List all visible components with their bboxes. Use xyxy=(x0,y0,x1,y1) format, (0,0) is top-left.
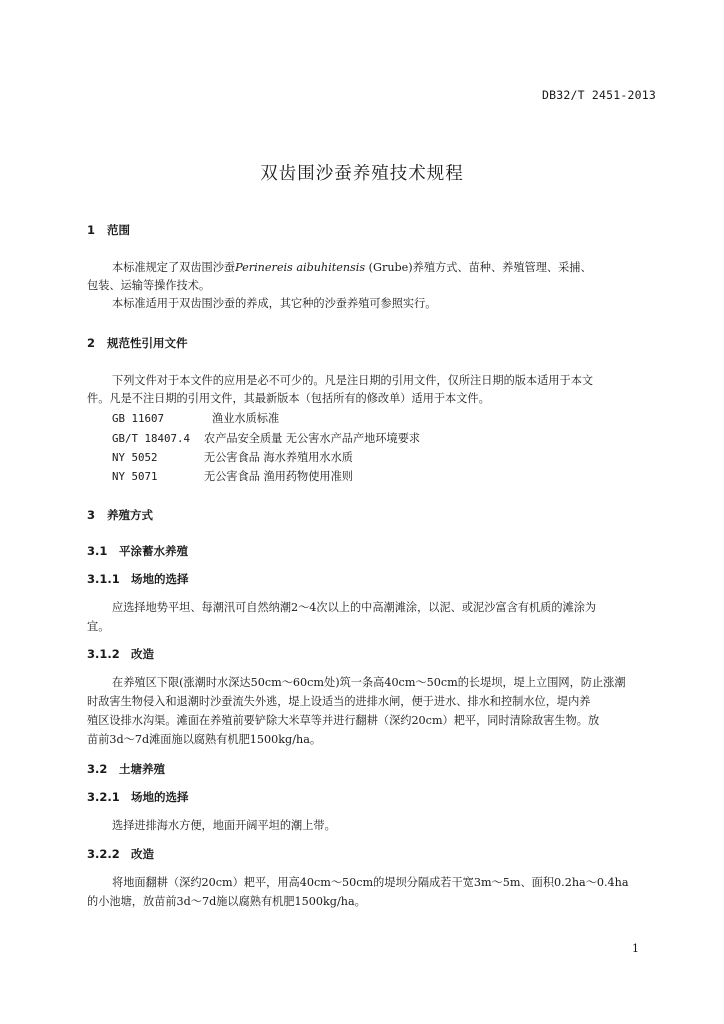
reference-code: NY 5052 xyxy=(112,451,158,464)
section-number: 3.2.2 xyxy=(87,847,120,861)
section-number: 3 xyxy=(87,508,96,522)
section-3-1-heading xyxy=(87,543,188,559)
text-run: (Grube)养殖方式、苗种、养殖管理、采捕、 xyxy=(365,261,592,274)
scope-applicability: 本标准适用于双齿围沙蚕的养成，其它种的沙蚕养殖可参照实行。 xyxy=(112,297,437,310)
document-title: 双齿围沙蚕养殖技术规程 xyxy=(260,164,464,184)
paragraph-line: 的小池塘，放苗前3d～7d施以腐熟有机肥1500kg/ha。 xyxy=(87,895,366,908)
reference-title: 渔业水质标准 xyxy=(212,412,280,425)
reference-row xyxy=(112,430,420,446)
section-title: 场地的选择 xyxy=(131,572,189,586)
section-2-heading xyxy=(87,335,188,351)
paragraph-line: 时敌害生物侵入和退潮时沙蚕流失外逃，堤上设适当的进排水闸，便于进水、排水和控制水位，堤内养 xyxy=(87,695,591,708)
section-1-heading xyxy=(87,222,130,238)
latin-name: Perinereis aibuhitensis xyxy=(235,261,366,274)
reference-row xyxy=(112,468,353,484)
document-code: DB32/T 2451-2013 xyxy=(542,88,656,102)
section-number: 1 xyxy=(87,223,96,237)
references-intro-line-2: 件。凡是不注日期的引用文件，其最新版本（包括所有的修改单）适用于本文件。 xyxy=(87,392,490,405)
reference-code: NY 5071 xyxy=(112,470,158,483)
paragraph-line: 殖区设排水沟渠。滩面在养殖前要铲除大米草等并进行翻耕（深约20cm）耙平，同时清除敌害生物。放 xyxy=(87,714,600,727)
references-intro-line-1: 下列文件对于本文件的应用是必不可少的。凡是注日期的引用文件，仅所注日期的版本适用于本文 xyxy=(112,374,594,387)
reference-code: GB/T 18407.4 xyxy=(112,432,191,445)
section-3-1-1-heading xyxy=(87,571,189,587)
section-title: 规范性引用文件 xyxy=(107,336,188,350)
section-title: 范围 xyxy=(107,223,130,237)
paragraph-line: 宜。 xyxy=(87,620,110,633)
reference-title: 无公害食品 渔用药物使用准则 xyxy=(204,470,353,483)
section-number: 3.2.1 xyxy=(87,790,120,804)
section-number: 3.1.1 xyxy=(87,572,120,586)
paragraph-line: 选择进排海水方便，地面开阔平坦的潮上带。 xyxy=(112,819,336,832)
paragraph-line: 苗前3d～7d滩面施以腐熟有机肥1500kg/ha。 xyxy=(87,733,322,746)
section-3-1-2-heading xyxy=(87,646,154,662)
page-number: 1 xyxy=(632,942,639,955)
reference-row xyxy=(112,449,353,465)
section-3-2-1-heading xyxy=(87,789,189,805)
paragraph-line: 将地面翻耕（深约20cm）耙平，用高40cm～50cm的堤坝分隔成若干宽3m～5m、面积0.2ha～0.4ha xyxy=(112,876,629,889)
section-3-heading xyxy=(87,507,153,523)
section-title: 改造 xyxy=(131,847,154,861)
text-run: 本标准规定了双齿围沙蚕 xyxy=(112,261,236,274)
section-title: 平涂蓄水养殖 xyxy=(119,544,188,558)
section-3-2-heading xyxy=(87,761,165,777)
reference-row xyxy=(112,410,279,426)
section-number: 3.1.2 xyxy=(87,647,120,661)
section-title: 土塘养殖 xyxy=(119,762,165,776)
scope-paragraph-line-1 xyxy=(112,258,592,277)
section-number: 2 xyxy=(87,336,96,350)
scope-paragraph-line-2: 包装、运输等操作技术。 xyxy=(87,279,211,292)
section-3-2-2-heading xyxy=(87,846,154,862)
reference-title: 无公害食品 海水养殖用水水质 xyxy=(204,451,353,464)
reference-code: GB 11607 xyxy=(112,412,165,425)
section-title: 改造 xyxy=(131,647,154,661)
section-number: 3.1 xyxy=(87,544,108,558)
section-title: 场地的选择 xyxy=(131,790,189,804)
reference-title: 农产品安全质量 无公害水产品产地环境要求 xyxy=(204,432,421,445)
section-title: 养殖方式 xyxy=(107,508,153,522)
paragraph-line: 应选择地势平坦、每潮汛可自然纳潮2～4次以上的中高潮滩涂，以泥、或泥沙富含有机质的滩涂为 xyxy=(112,601,597,614)
paragraph-line: 在养殖区下限(涨潮时水深达50cm～60cm处)筑一条高40cm～50cm的长堤坝，堤上立围网，防止涨潮 xyxy=(112,676,626,689)
section-number: 3.2 xyxy=(87,762,108,776)
